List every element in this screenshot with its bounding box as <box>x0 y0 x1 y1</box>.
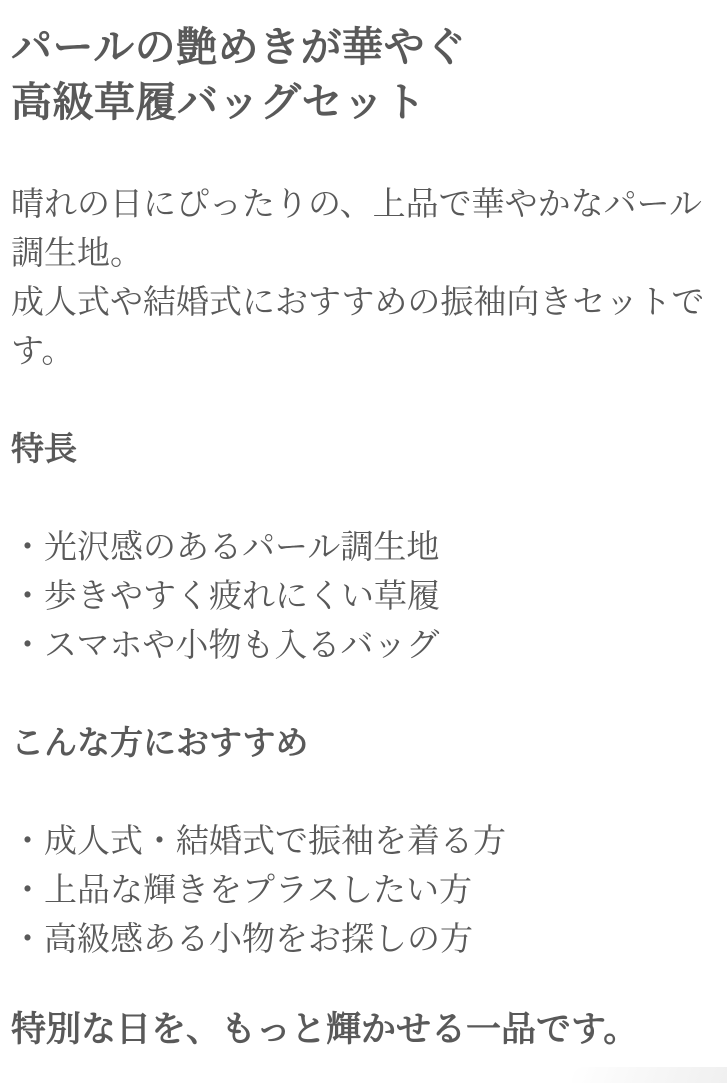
product-title-line-2: 高級草履バッグセット <box>11 79 426 125</box>
feature-item: ・スマホや小物も入るバッグ <box>11 626 440 663</box>
next-content-edge <box>572 1067 727 1083</box>
product-title-line-1: パールの艶めきが華やぐ <box>11 24 467 70</box>
feature-item: ・歩きやすく疲れにくい草履 <box>11 577 440 614</box>
recommend-item: ・成人式・結婚式で振袖を着る方 <box>11 822 506 859</box>
features-list <box>11 522 717 669</box>
recommend-item: ・高級感ある小物をお探しの方 <box>11 920 473 957</box>
intro-sentence-1: 晴れの日にぴったりの、上品で華やかなパール調生地。 <box>11 185 703 271</box>
product-title <box>11 20 717 130</box>
recommend-item: ・上品な輝きをプラスしたい方 <box>11 871 473 908</box>
closing-statement: 特別な日を、もっと輝かせる一品です。 <box>11 1010 639 1049</box>
intro-paragraph <box>11 179 717 375</box>
recommend-heading: こんな方におすすめ <box>11 724 309 761</box>
features-heading: 特長 <box>11 430 77 467</box>
recommend-list <box>11 816 717 963</box>
intro-sentence-2: 成人式や結婚式におすすめの振袖向きセットです。 <box>11 283 705 369</box>
feature-item: ・光沢感のあるパール調生地 <box>11 528 440 565</box>
